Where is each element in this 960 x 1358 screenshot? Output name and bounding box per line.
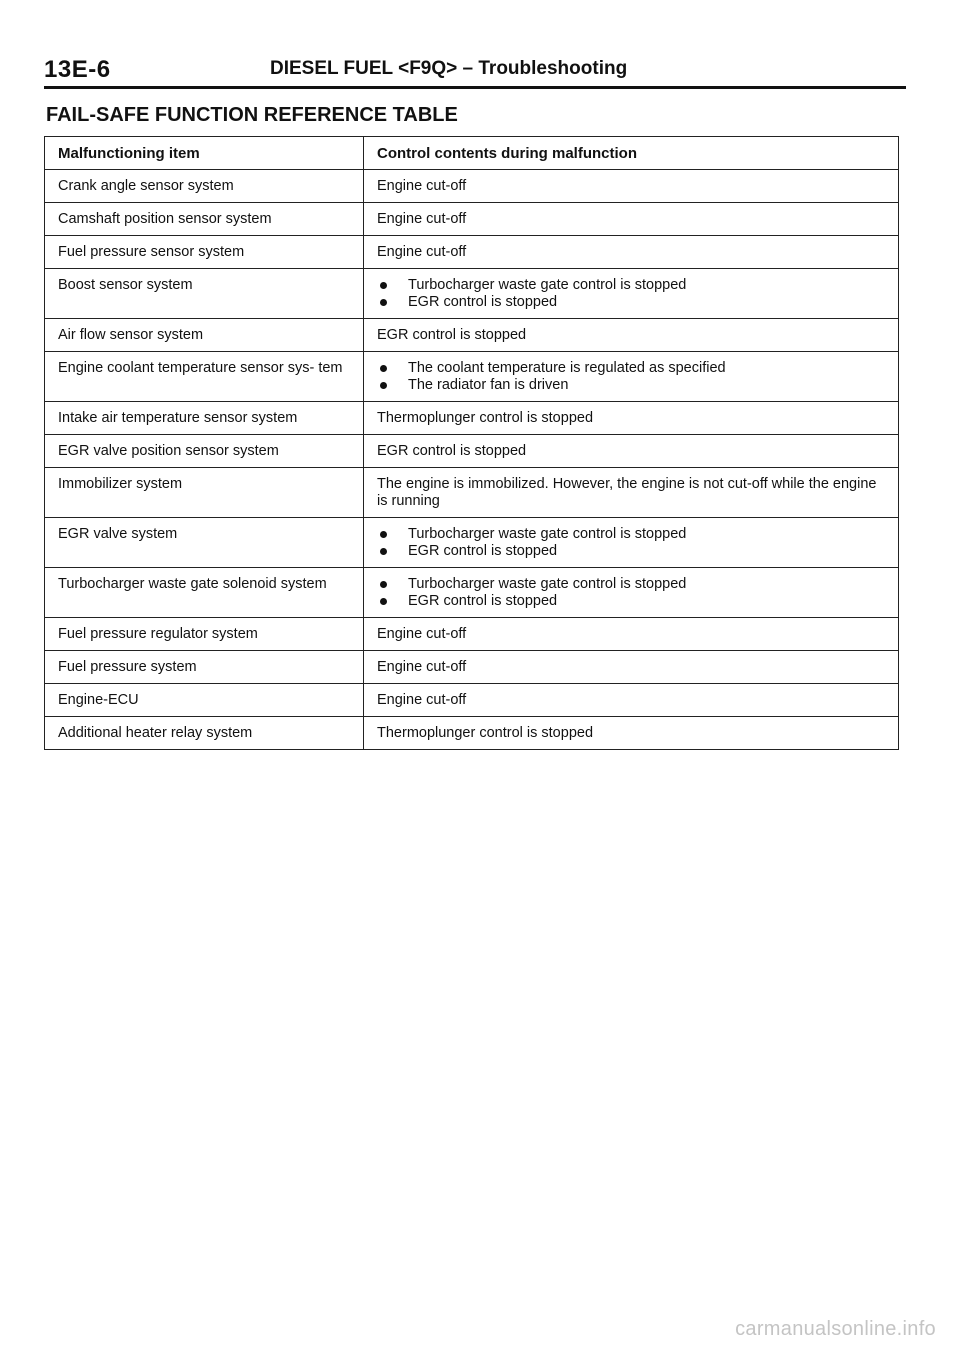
control-contents-cell: Engine cut-off [364, 684, 899, 717]
column-header-malfunctioning-item: Malfunctioning item [45, 137, 364, 170]
control-bullet-item: The radiator fan is driven [377, 377, 888, 394]
malfunctioning-item-cell: Camshaft position sensor system [45, 203, 364, 236]
control-contents-cell [364, 568, 899, 618]
malfunctioning-item-cell: Fuel pressure regulator system [45, 618, 364, 651]
control-contents-cell: Engine cut-off [364, 236, 899, 269]
column-header-control-contents: Control contents during malfunction [364, 137, 899, 170]
malfunctioning-item-cell: Engine-ECU [45, 684, 364, 717]
page-number: 13E-6 [44, 56, 111, 83]
control-bullet-item: The coolant temperature is regulated as specified [377, 360, 888, 377]
control-bullet-item: EGR control is stopped [377, 294, 888, 311]
control-bullet-item: Turbocharger waste gate control is stopped [377, 576, 888, 593]
malfunctioning-item-cell: EGR valve position sensor system [45, 435, 364, 468]
table-row [45, 402, 899, 435]
malfunctioning-item-cell: Air flow sensor system [45, 319, 364, 352]
malfunctioning-item-cell: Turbocharger waste gate solenoid system [45, 568, 364, 618]
table-row [45, 468, 899, 518]
table-row [45, 203, 899, 236]
control-bullet-item: EGR control is stopped [377, 543, 888, 560]
control-contents-cell: The engine is immobilized. However, the engine is not cut-off while the engine is running [364, 468, 899, 518]
table-row [45, 435, 899, 468]
malfunctioning-item-cell: Crank angle sensor system [45, 170, 364, 203]
control-bullet-item: EGR control is stopped [377, 593, 888, 610]
malfunctioning-item-cell: EGR valve system [45, 518, 364, 568]
control-contents-cell: Engine cut-off [364, 618, 899, 651]
control-bullet-list [377, 576, 888, 610]
table-row [45, 236, 899, 269]
malfunctioning-item-cell: Fuel pressure sensor system [45, 236, 364, 269]
control-contents-cell: Thermoplunger control is stopped [364, 717, 899, 750]
section-title: FAIL-SAFE FUNCTION REFERENCE TABLE [46, 104, 458, 126]
control-contents-cell: EGR control is stopped [364, 435, 899, 468]
table-row [45, 170, 899, 203]
table-row [45, 269, 899, 319]
fail-safe-table [44, 136, 899, 750]
malfunctioning-item-cell: Fuel pressure system [45, 651, 364, 684]
malfunctioning-item-cell: Boost sensor system [45, 269, 364, 319]
control-contents-cell: Engine cut-off [364, 170, 899, 203]
page-header [44, 52, 906, 86]
control-contents-cell [364, 518, 899, 568]
table-row [45, 518, 899, 568]
control-contents-cell: Engine cut-off [364, 651, 899, 684]
table-row [45, 568, 899, 618]
table-row [45, 717, 899, 750]
control-contents-cell: EGR control is stopped [364, 319, 899, 352]
control-bullet-list [377, 360, 888, 394]
control-bullet-item: Turbocharger waste gate control is stopped [377, 277, 888, 294]
malfunctioning-item-cell: Immobilizer system [45, 468, 364, 518]
header-title: DIESEL FUEL <F9Q> – Troubleshooting [270, 58, 628, 79]
watermark: carmanualsonline.info [735, 1318, 936, 1340]
control-contents-cell [364, 352, 899, 402]
table-row [45, 684, 899, 717]
table-row [45, 618, 899, 651]
table-header-row [45, 137, 899, 170]
table-row [45, 352, 899, 402]
control-bullet-list [377, 526, 888, 560]
control-bullet-item: Turbocharger waste gate control is stopped [377, 526, 888, 543]
control-contents-cell: Thermoplunger control is stopped [364, 402, 899, 435]
table-row [45, 651, 899, 684]
table-row [45, 319, 899, 352]
malfunctioning-item-cell: Intake air temperature sensor system [45, 402, 364, 435]
table-body [45, 170, 899, 750]
control-contents-cell [364, 269, 899, 319]
control-bullet-list [377, 277, 888, 311]
control-contents-cell: Engine cut-off [364, 203, 899, 236]
malfunctioning-item-cell: Engine coolant temperature sensor sys- tem [45, 352, 364, 402]
malfunctioning-item-cell: Additional heater relay system [45, 717, 364, 750]
header-rule [44, 86, 906, 89]
